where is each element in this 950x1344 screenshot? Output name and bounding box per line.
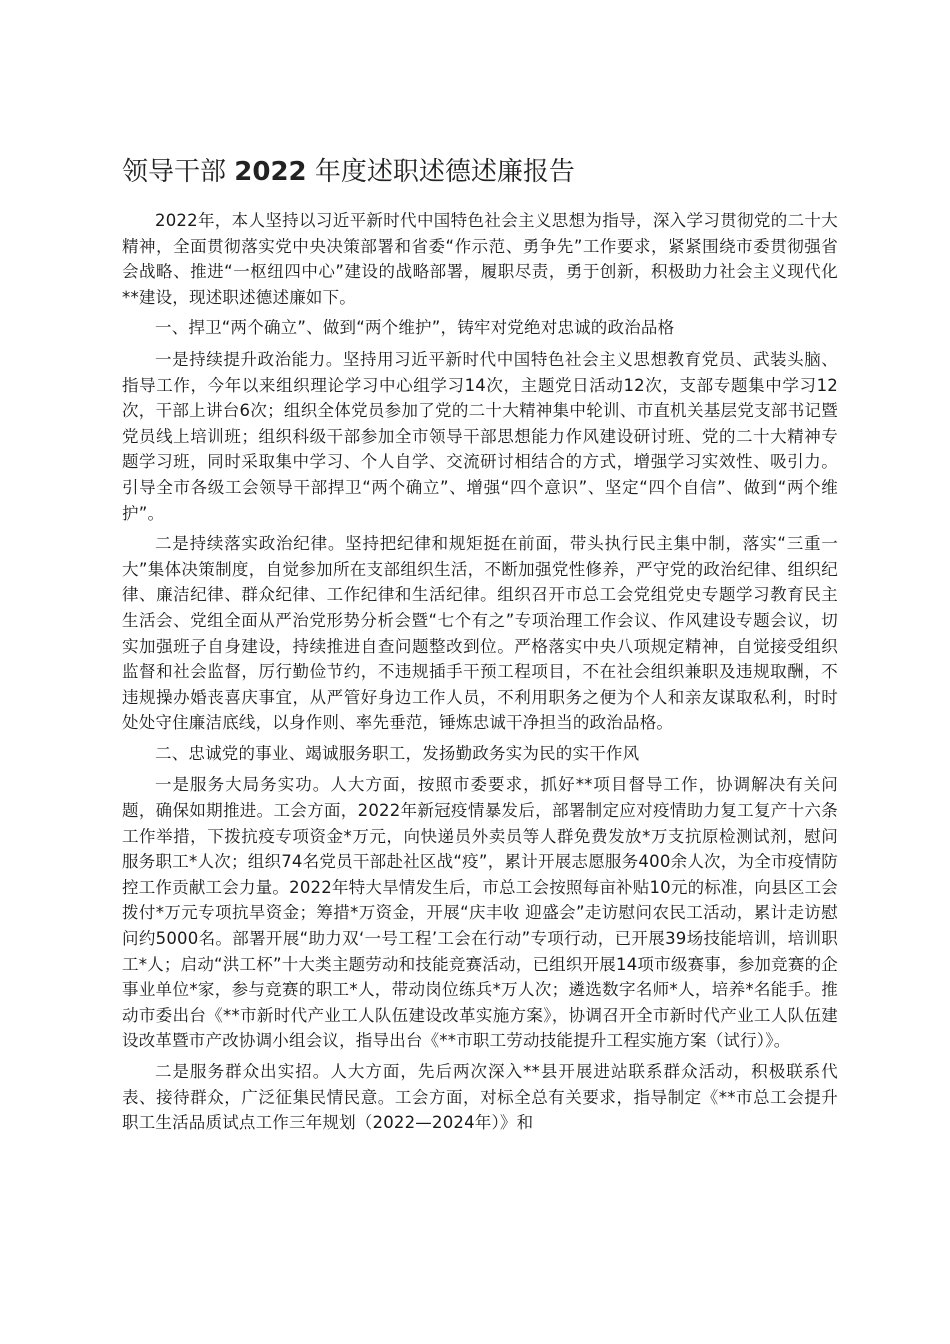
document-title — [122, 150, 838, 194]
section-2-paragraph-2: 二是服务群众出实招。人大方面，先后两次深入**县开展进站联系群众活动，积极联系代表、接待群众，广泛征集民情民意。工会方面，对标全总有关要求，指导制定《**市总工会提升职工生活品质试点工作三年规划（2022—2024年）》和 — [122, 1062, 838, 1133]
title-year: 2022 — [234, 157, 307, 187]
intro-paragraph: 2022年，本人坚持以习近平新时代中国特色社会主义思想为指导，深入学习贯彻党的二十大精神，全面贯彻落实党中央决策部署和省委“作示范、勇争先”工作要求，紧紧围绕市委贯彻强省会战略、推进“一枢纽四中心”建设的战略部署，履职尽责，勇于创新，积极助力社会主义现代化**建设，现述职述德述廉如下。 — [122, 211, 838, 307]
title-suffix: 年度述职述德述廉报告 — [314, 157, 575, 187]
section-2-paragraph-1: 一是服务大局务实功。人大方面，按照市委要求，抓好**项目督导工作，协调解决有关问题，确保如期推进。工会方面，2022年新冠疫情暴发后，部署制定应对疫情助力复工复产十六条工作举措，下拨抗疫专项资金*万元，向快递员外卖员等人群免费发放*万支抗原检测试剂，慰问服务职工*人次；组织74名党员干部赴社区战“疫”，累计开展志愿服务400余人次，为全市疫情防控工作贡献工会力量。2022年特大旱情发生后，市总工会按照每亩补贴10元的标准，向县区工会拨付*万元专项抗旱资金；筹措*万资金，开展“庆丰收 迎盛会”走访慰问农民工活动，累计走访慰问约5000名。部署开展“助力双‘一号工程’工会在行动”专项行动，已开展39场技能培训，培训职工*人；启动“洪工杯”十大类主题劳动和技能竞赛活动，已组织开展14项市级赛事，参加竞赛的企事业单位*家，参与竞赛的职工*人，带动岗位练兵*万人次；遴选数字名师*人，培养*名能手。推动市委出台《**市新时代产业工人队伍建设改革实施方案》，协调召开全市新时代产业工人队伍建设改革暨市产改协调小组会议，指导出台《**市职工劳动技能提升工程实施方案（试行）》。 — [122, 775, 838, 1051]
title-prefix: 领导干部 — [122, 157, 227, 187]
section-1-paragraph-1: 一是持续提升政治能力。坚持用习近平新时代中国特色社会主义思想教育党员、武装头脑、指导工作，今年以来组织理论学习中心组学习14次，主题党日活动12次，支部专题集中学习12次，干部上讲台6次；组织全体党员参加了党的二十大精神集中轮训、市直机关基层党支部书记暨党员线上培训班；组织科级干部参加全市领导干部思想能力作风建设研讨班、党的二十大精神专题学习班，同时采取集中学习、个人自学、交流研讨相结合的方式，增强学习实效性、吸引力。引导全市各级工会领导干部捍卫“两个确立”、增强“四个意识”、坚定“四个自信”、做到“两个维护”。 — [122, 349, 838, 523]
section-heading-2: 二、忠诚党的事业、竭诚服务职工，发扬勤政务实为民的实干作风 — [155, 743, 640, 763]
section-heading-1: 一、捍卫“两个确立”、做到“两个维护”，铸牢对党绝对忠诚的政治品格 — [155, 318, 675, 338]
document-page — [122, 150, 838, 1141]
section-1-paragraph-2: 二是持续落实政治纪律。坚持把纪律和规矩挺在前面，带头执行民主集中制，落实“三重一大”集体决策制度，自觉参加所在支部组织生活，不断加强党性修养，严守党的政治纪律、组织纪律、廉洁纪律、群众纪律、工作纪律和生活纪律。组织召开市总工会党组党史专题学习教育民主生活会、党组全面从严治党形势分析会暨“七个有之”专项治理工作会议、作风建设专题会议，切实加强班子自身建设，持续推进自查问题整改到位。严格落实中央八项规定精神，自觉接受组织监督和社会监督，厉行勤俭节约，不违规插手干预工程项目，不在社会组织兼职及违规取酬，不违规操办婚丧喜庆事宜，从严管好身边工作人员，不利用职务之便为个人和亲友谋取私利，时时处处守住廉洁底线，以身作则、率先垂范，锤炼忠诚干净担当的政治品格。 — [122, 534, 838, 733]
